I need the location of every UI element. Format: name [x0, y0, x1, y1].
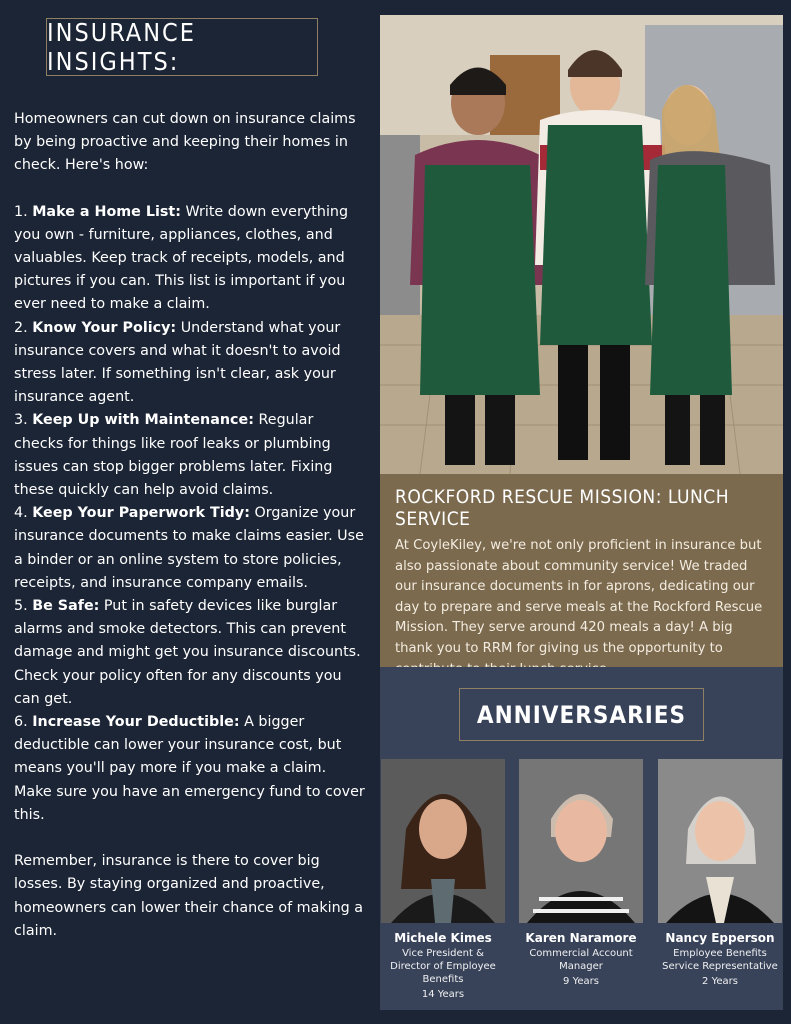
tip-item	[14, 502, 366, 595]
tip-heading: Know Your Policy:	[32, 319, 177, 336]
closing-paragraph: Remember, insurance is there to cover big losses. By staying organized and proactive, homeowners can lower their chance of making a claim.	[14, 853, 364, 939]
tip-heading: Make a Home List:	[32, 203, 181, 220]
tip-text: Organize your insurance documents to make claims easier. Use a binder or an online system to store policies, receipts, and insurance company emails.	[14, 505, 364, 591]
tip-number: 2.	[14, 319, 28, 336]
portrait-photo	[381, 759, 505, 923]
tip-number: 4.	[14, 505, 28, 522]
tip-item	[14, 201, 366, 317]
tip-number: 5.	[14, 598, 28, 615]
tip-number: 6.	[14, 714, 28, 731]
tip-item	[14, 317, 366, 410]
person-years: 2 Years	[702, 976, 738, 987]
person-name: Karen Naramore	[525, 931, 637, 945]
mission-caption	[380, 474, 783, 667]
person-title: Employee Benefits Service Representative	[662, 948, 778, 972]
page-title-box	[46, 18, 318, 76]
tip-heading: Keep Your Paperwork Tidy:	[32, 505, 250, 522]
portrait-photo	[658, 759, 782, 923]
tip-text: A bigger deductible can lower your insurance cost, but means you'll pay more if you make a claim. Make sure you have an emergency fund to cover this.	[14, 714, 365, 823]
portrait-photo	[519, 759, 643, 923]
anniversaries-heading: ANNIVERSARIES	[476, 700, 687, 729]
anniversary-person	[381, 759, 505, 1001]
person-name: Michele Kimes	[394, 931, 492, 945]
person-title: Vice President & Director of Employee Benefits	[390, 948, 496, 985]
lunch-service-photo	[380, 15, 783, 474]
tip-heading: Increase Your Deductible:	[32, 714, 240, 731]
mission-heading: ROCKFORD RESCUE MISSION: LUNCH SERVICE	[395, 486, 730, 530]
tip-text: Put in safety devices like burglar alarms and smoke detectors. This can prevent damage and might get you insurance discounts. Check your policy often for any discounts you can get.	[14, 598, 361, 707]
tip-item	[14, 711, 366, 827]
tip-number: 1.	[14, 203, 28, 220]
tip-text: Write down everything you own - furniture, appliances, clothes, and valuables. Keep track of receipts, models, and pictures if you can. This list is important if you ever need to make a claim.	[14, 203, 349, 313]
intro-paragraph: Homeowners can cut down on insurance claims by being proactive and keeping their homes in check. Here's how:	[14, 111, 356, 174]
person-title: Commercial Account Manager	[529, 948, 633, 972]
person-years: 14 Years	[421, 989, 465, 1000]
portrait-image	[519, 759, 643, 923]
person-years: 9 Years	[563, 976, 599, 987]
tip-text: Understand what your insurance covers and what it doesn't to avoid stress later. If something isn't clear, ask your insurance agent.	[14, 319, 341, 406]
tip-heading: Keep Up with Maintenance:	[32, 412, 254, 429]
anniversaries-heading-box	[459, 688, 704, 741]
page-title: INSURANCE INSIGHTS:	[47, 18, 196, 76]
portrait-image	[381, 759, 505, 923]
insights-article	[14, 108, 366, 943]
anniversary-person	[658, 759, 782, 988]
tip-item	[14, 409, 366, 502]
portrait-image	[658, 759, 782, 923]
tip-item	[14, 595, 366, 711]
anniversary-person	[519, 759, 643, 988]
tips-list	[14, 201, 366, 827]
mission-text: At CoyleKiley, we're not only proficient in insurance but also passionate about community service! We traded our insurance documents in for aprons, dedicating our day to prepare and serve meals at the Rockford Rescue Mission. They serve around 420 meals a day! A big thank you to RRM for giving us the opportunity to	[395, 538, 763, 656]
lunch-service-photo-image	[380, 15, 783, 474]
person-name: Nancy Epperson	[665, 931, 775, 945]
anniversaries-panel	[380, 667, 783, 1010]
tip-heading: Be Safe:	[32, 598, 100, 615]
tip-text: Regular checks for things like roof leaks or plumbing issues can stop bigger problems later. Fixing these quickly can help avoid claims.	[14, 412, 333, 499]
tip-number: 3.	[14, 412, 28, 429]
